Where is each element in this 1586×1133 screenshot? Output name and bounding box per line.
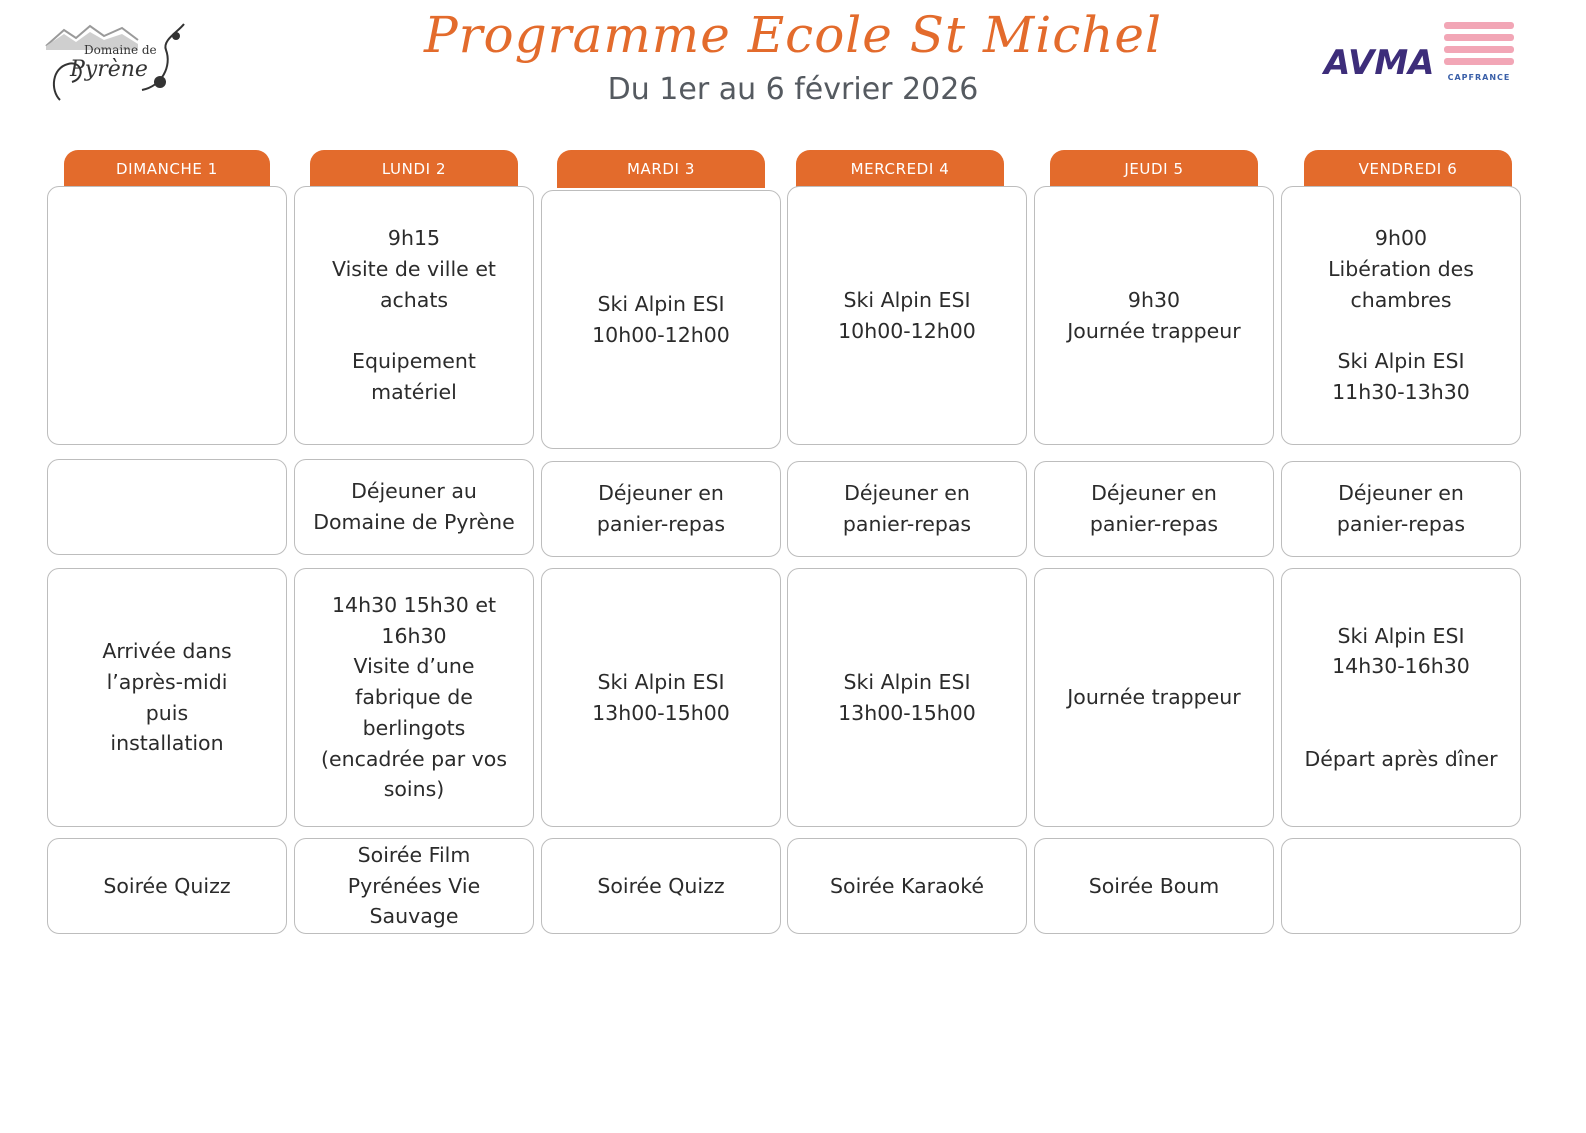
page-subtitle: Du 1er au 6 février 2026 [607,72,979,107]
evening-cell-dimanche: Soirée Quizz [47,838,287,934]
lunch-cell-jeudi: Déjeuner en panier-repas [1034,461,1274,557]
afternoon-cell-mercredi: Ski Alpin ESI 13h00-15h00 [787,568,1027,827]
afternoon-cell-dimanche: Arrivée dans l’après-midi puis installation [47,568,287,827]
afternoon-cell-mardi: Ski Alpin ESI 13h00-15h00 [541,568,781,827]
day-tab-dimanche: DIMANCHE 1 [64,150,270,188]
afternoon-cell-vendredi: Ski Alpin ESI 14h30-16h30 Départ après dîner [1281,568,1521,827]
avma-logo [1322,34,1435,84]
lunch-cell-mercredi: Déjeuner en panier-repas [787,461,1027,557]
afternoon-cell-lundi: 14h30 15h30 et 16h30 Visite d’une fabrique de berlingots (encadrée par vos soins) [294,568,534,827]
svg-text:CAPFRANCE: CAPFRANCE [1447,73,1511,82]
day-tab-jeudi: JEUDI 5 [1050,150,1258,188]
day-tab-vendredi: VENDREDI 6 [1304,150,1512,188]
lunch-cell-vendredi: Déjeuner en panier-repas [1281,461,1521,557]
page-header [0,0,1586,130]
lunch-cell-lundi: Déjeuner au Domaine de Pyrène [294,459,534,555]
evening-cell-jeudi: Soirée Boum [1034,838,1274,934]
morning-cell-vendredi: 9h00 Libération des chambres Ski Alpin ESI 11h30-13h30 [1281,186,1521,445]
day-tab-mercredi: MERCREDI 4 [796,150,1004,188]
capfrance-logo [1442,22,1516,84]
svg-text:Domaine de: Domaine de [84,43,157,57]
morning-cell-jeudi: 9h30 Journée trappeur [1034,186,1274,445]
page-title: Programme Ecole St Michel [424,6,1162,64]
morning-cell-mercredi: Ski Alpin ESI 10h00-12h00 [787,186,1027,445]
day-tab-mardi: MARDI 3 [557,150,765,188]
lunch-cell-mardi: Déjeuner en panier-repas [541,461,781,557]
svg-text:AVMA: AVMA [1324,43,1435,83]
afternoon-cell-jeudi: Journée trappeur [1034,568,1274,827]
evening-cell-vendredi [1281,838,1521,934]
evening-cell-mardi: Soirée Quizz [541,838,781,934]
lunch-cell-dimanche [47,459,287,555]
svg-text:Pyrène: Pyrène [70,57,148,82]
day-tab-lundi: LUNDI 2 [310,150,518,188]
morning-cell-lundi: 9h15 Visite de ville et achats Equipement matériel [294,186,534,445]
evening-cell-mercredi: Soirée Karaoké [787,838,1027,934]
evening-cell-lundi: Soirée Film Pyrénées Vie Sauvage [294,838,534,934]
morning-cell-mardi: Ski Alpin ESI 10h00-12h00 [541,190,781,449]
morning-cell-dimanche [47,186,287,445]
